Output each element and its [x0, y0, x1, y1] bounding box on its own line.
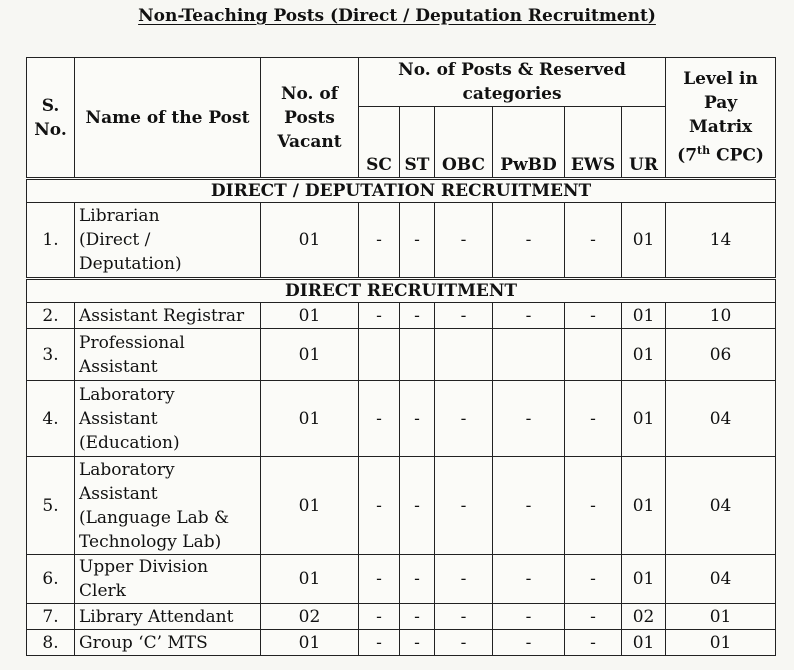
row-st: -: [400, 604, 435, 630]
row-pwbd: -: [493, 630, 565, 656]
row-post-name: [75, 329, 261, 381]
row-sno: 8.: [27, 630, 75, 656]
row-post-name: [75, 303, 261, 329]
header-st: ST: [400, 107, 435, 179]
row-st: -: [400, 630, 435, 656]
post-name-line: Library Attendant: [79, 606, 234, 627]
row-sno: 2.: [27, 303, 75, 329]
table-body: [27, 179, 776, 656]
row-ews: -: [565, 203, 622, 279]
section-direct-deputation-label: DIRECT / DEPUTATION RECRUITMENT: [27, 179, 776, 203]
table-row: [27, 555, 776, 604]
header-reserved: No. of Posts & Reserved categories: [359, 58, 666, 107]
row-obc: -: [435, 203, 493, 279]
header-level: Level in Pay Matrix (7th CPC): [666, 58, 776, 179]
row-level: 14: [666, 203, 776, 279]
row-sc: -: [359, 604, 400, 630]
table-row: [27, 303, 776, 329]
row-post-name: [75, 457, 261, 555]
row-vacant: 01: [261, 630, 359, 656]
header-ews: EWS: [565, 107, 622, 179]
row-post-name: [75, 604, 261, 630]
post-name-line: Upper Division: [79, 557, 209, 577]
row-pwbd: -: [493, 303, 565, 329]
row-vacant: 01: [261, 203, 359, 279]
row-pwbd: -: [493, 604, 565, 630]
row-st: -: [400, 381, 435, 457]
page-title: [0, 6, 794, 26]
row-post-name: [75, 381, 261, 457]
post-name-line: Group ‘C’ MTS: [79, 632, 208, 653]
row-st: [400, 329, 435, 381]
row-obc: -: [435, 457, 493, 555]
post-name-line: Assistant: [79, 356, 158, 377]
row-ur: 01: [622, 329, 666, 381]
header-pwbd: PwBD: [493, 107, 565, 179]
row-ur: 02: [622, 604, 666, 630]
row-ews: [565, 329, 622, 381]
post-name-line: (Education): [79, 432, 180, 453]
row-level: 06: [666, 329, 776, 381]
posts-table: [26, 57, 776, 656]
row-vacant: 01: [261, 303, 359, 329]
row-sno: 7.: [27, 604, 75, 630]
row-ews: -: [565, 555, 622, 604]
header-obc: OBC: [435, 107, 493, 179]
header-sno: S. No.: [27, 58, 75, 179]
section-direct-recruitment-label: DIRECT RECRUITMENT: [27, 279, 776, 303]
row-pwbd: -: [493, 203, 565, 279]
row-post-name: [75, 630, 261, 656]
row-sno: 3.: [27, 329, 75, 381]
post-name-line: Librarian: [79, 206, 160, 226]
row-sno: 4.: [27, 381, 75, 457]
row-ur: 01: [622, 630, 666, 656]
row-level: 04: [666, 555, 776, 604]
row-level: 04: [666, 457, 776, 555]
row-st: -: [400, 555, 435, 604]
header-level-superscript: th: [697, 144, 711, 158]
row-ews: -: [565, 604, 622, 630]
header-vacant: No. of Posts Vacant: [261, 58, 359, 179]
row-sc: -: [359, 203, 400, 279]
header-row-top: [27, 58, 776, 107]
row-vacant: 01: [261, 555, 359, 604]
row-post-name: [75, 203, 261, 279]
table-row: [27, 604, 776, 630]
row-obc: -: [435, 604, 493, 630]
post-name-line: Assistant: [79, 483, 158, 504]
row-obc: [435, 329, 493, 381]
row-sc: -: [359, 381, 400, 457]
row-st: -: [400, 203, 435, 279]
row-sno: 5.: [27, 457, 75, 555]
row-ews: -: [565, 381, 622, 457]
row-ur: 01: [622, 555, 666, 604]
post-name-line: Clerk: [79, 581, 126, 601]
post-name-line: (Language Lab &: [79, 507, 230, 528]
post-name-line: Professional: [79, 332, 185, 353]
row-level: 01: [666, 630, 776, 656]
row-sc: -: [359, 555, 400, 604]
row-obc: -: [435, 381, 493, 457]
row-st: -: [400, 457, 435, 555]
row-level: 10: [666, 303, 776, 329]
row-pwbd: -: [493, 457, 565, 555]
row-st: -: [400, 303, 435, 329]
post-name-line: Assistant Registrar: [79, 305, 245, 326]
table-row: [27, 381, 776, 457]
row-sc: -: [359, 303, 400, 329]
page-title-text: Non-Teaching Posts (Direct / Deputation Recruitment): [138, 6, 656, 26]
row-vacant: 02: [261, 604, 359, 630]
row-ews: -: [565, 630, 622, 656]
row-ews: -: [565, 457, 622, 555]
row-sc: [359, 329, 400, 381]
post-name-line: Laboratory: [79, 459, 175, 480]
row-obc: -: [435, 630, 493, 656]
row-pwbd: -: [493, 381, 565, 457]
header-sc: SC: [359, 107, 400, 179]
header-ur: UR: [622, 107, 666, 179]
row-level: 04: [666, 381, 776, 457]
row-ur: 01: [622, 457, 666, 555]
row-vacant: 01: [261, 329, 359, 381]
row-sc: -: [359, 630, 400, 656]
row-vacant: 01: [261, 381, 359, 457]
row-sno: 6.: [27, 555, 75, 604]
table-row: [27, 457, 776, 555]
section-direct-deputation: [27, 179, 776, 203]
table-row: [27, 630, 776, 656]
table-row: [27, 329, 776, 381]
row-post-name: [75, 555, 261, 604]
post-name-line: Laboratory: [79, 384, 175, 405]
row-ews: -: [565, 303, 622, 329]
row-pwbd: [493, 329, 565, 381]
table-row: [27, 203, 776, 279]
header-name: Name of the Post: [75, 58, 261, 179]
row-ur: 01: [622, 203, 666, 279]
row-pwbd: -: [493, 555, 565, 604]
row-ur: 01: [622, 381, 666, 457]
post-name-line: Technology Lab): [79, 531, 222, 552]
row-sc: -: [359, 457, 400, 555]
row-ur: 01: [622, 303, 666, 329]
row-vacant: 01: [261, 457, 359, 555]
row-obc: -: [435, 303, 493, 329]
section-direct-recruitment: [27, 279, 776, 303]
row-sno: 1.: [27, 203, 75, 279]
post-name-line: Deputation): [79, 254, 182, 274]
row-level: 01: [666, 604, 776, 630]
row-obc: -: [435, 555, 493, 604]
post-name-line: Assistant: [79, 408, 158, 429]
post-name-line: (Direct /: [79, 230, 151, 250]
